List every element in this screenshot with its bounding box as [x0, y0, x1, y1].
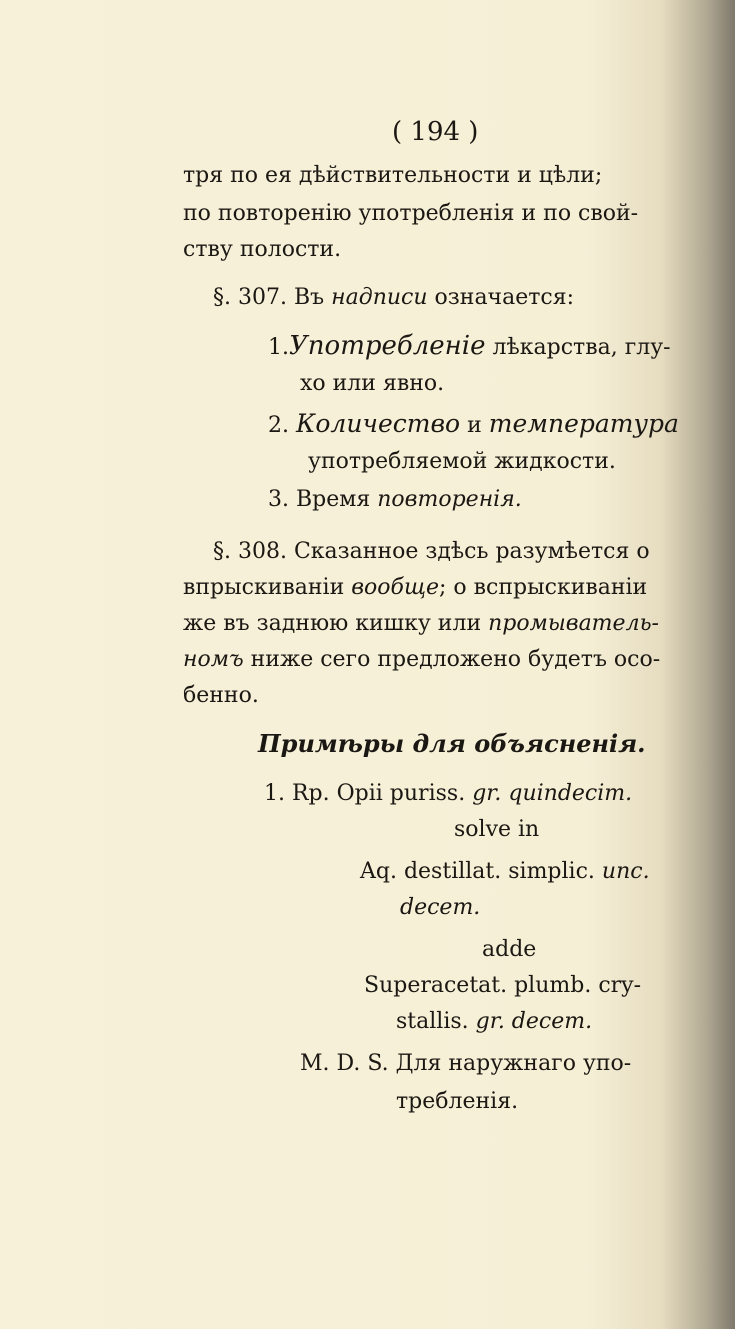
text-line: ству полости. [183, 237, 342, 262]
text: и [467, 413, 482, 438]
text: ; о вспрыскиваніи [439, 575, 648, 600]
dose: gr. quindecim. [472, 781, 633, 806]
recipe-line [360, 858, 650, 886]
recipe-line: solve in [454, 817, 540, 842]
italic-term: номъ [183, 647, 244, 672]
text-line: бенно. [183, 683, 259, 708]
drug-name: Aq. destillat. simplic. [360, 859, 595, 884]
list-item-continuation: хо или явно. [300, 371, 445, 396]
text: означается: [434, 285, 575, 310]
recipe-number: 1. Rp. [264, 781, 330, 806]
recipe-line: Superacetat. plumb. cry- [364, 973, 642, 998]
italic-term: надписи [331, 285, 428, 310]
text: ниже сего предложено будетъ осо- [250, 647, 661, 672]
recipe-line [264, 780, 632, 808]
text-line [183, 646, 660, 674]
text: Время [296, 487, 371, 512]
italic-term: Количество [296, 409, 461, 438]
list-item [268, 486, 522, 514]
italic-term: Употребленіе [289, 331, 486, 361]
recipe-signature-continuation: требленія. [396, 1089, 519, 1114]
section-307-heading [213, 284, 574, 312]
page-number: ( 194 ) [392, 117, 479, 147]
italic-term: промыватель- [488, 611, 659, 636]
text-line: по повторенію употребленія и по свой- [183, 201, 639, 226]
section-mark: §. 307. Въ [213, 285, 325, 310]
dose: gr. decem. [475, 1009, 593, 1034]
text-line [183, 162, 708, 190]
recipe-line [396, 1008, 592, 1036]
dose: unc. [601, 859, 650, 884]
recipe-line: adde [482, 937, 537, 962]
italic-term: вообще [351, 575, 440, 600]
list-item [268, 332, 671, 362]
list-item-continuation: употребляемой жидкости. [308, 449, 616, 474]
item-number: 1. [268, 335, 289, 360]
list-item [268, 410, 679, 440]
text: впрыскиваніи [183, 575, 345, 600]
drug-name: Opii puriss. [336, 781, 466, 806]
text-line [183, 610, 659, 638]
recipe-line: decem. [400, 895, 481, 920]
text: же въ заднюю кишку или [183, 611, 482, 636]
drug-name: stallis. [396, 1009, 469, 1034]
italic-term: температура [488, 409, 679, 438]
italic-term: повторенія. [377, 487, 522, 512]
recipe-signature: M. D. S. Для наружнаго упо- [300, 1051, 632, 1076]
item-number: 3. [268, 487, 289, 512]
text: лѣкарства, глу- [492, 335, 671, 360]
text-line [183, 574, 647, 602]
item-number: 2. [268, 413, 289, 438]
examples-heading: Примѣры для объясненія. [258, 729, 646, 758]
text: тря по ея дѣйствительности и цѣли; [183, 163, 603, 188]
section-308-line: §. 308. Сказанное здѣсь разумѣется о [213, 539, 650, 564]
